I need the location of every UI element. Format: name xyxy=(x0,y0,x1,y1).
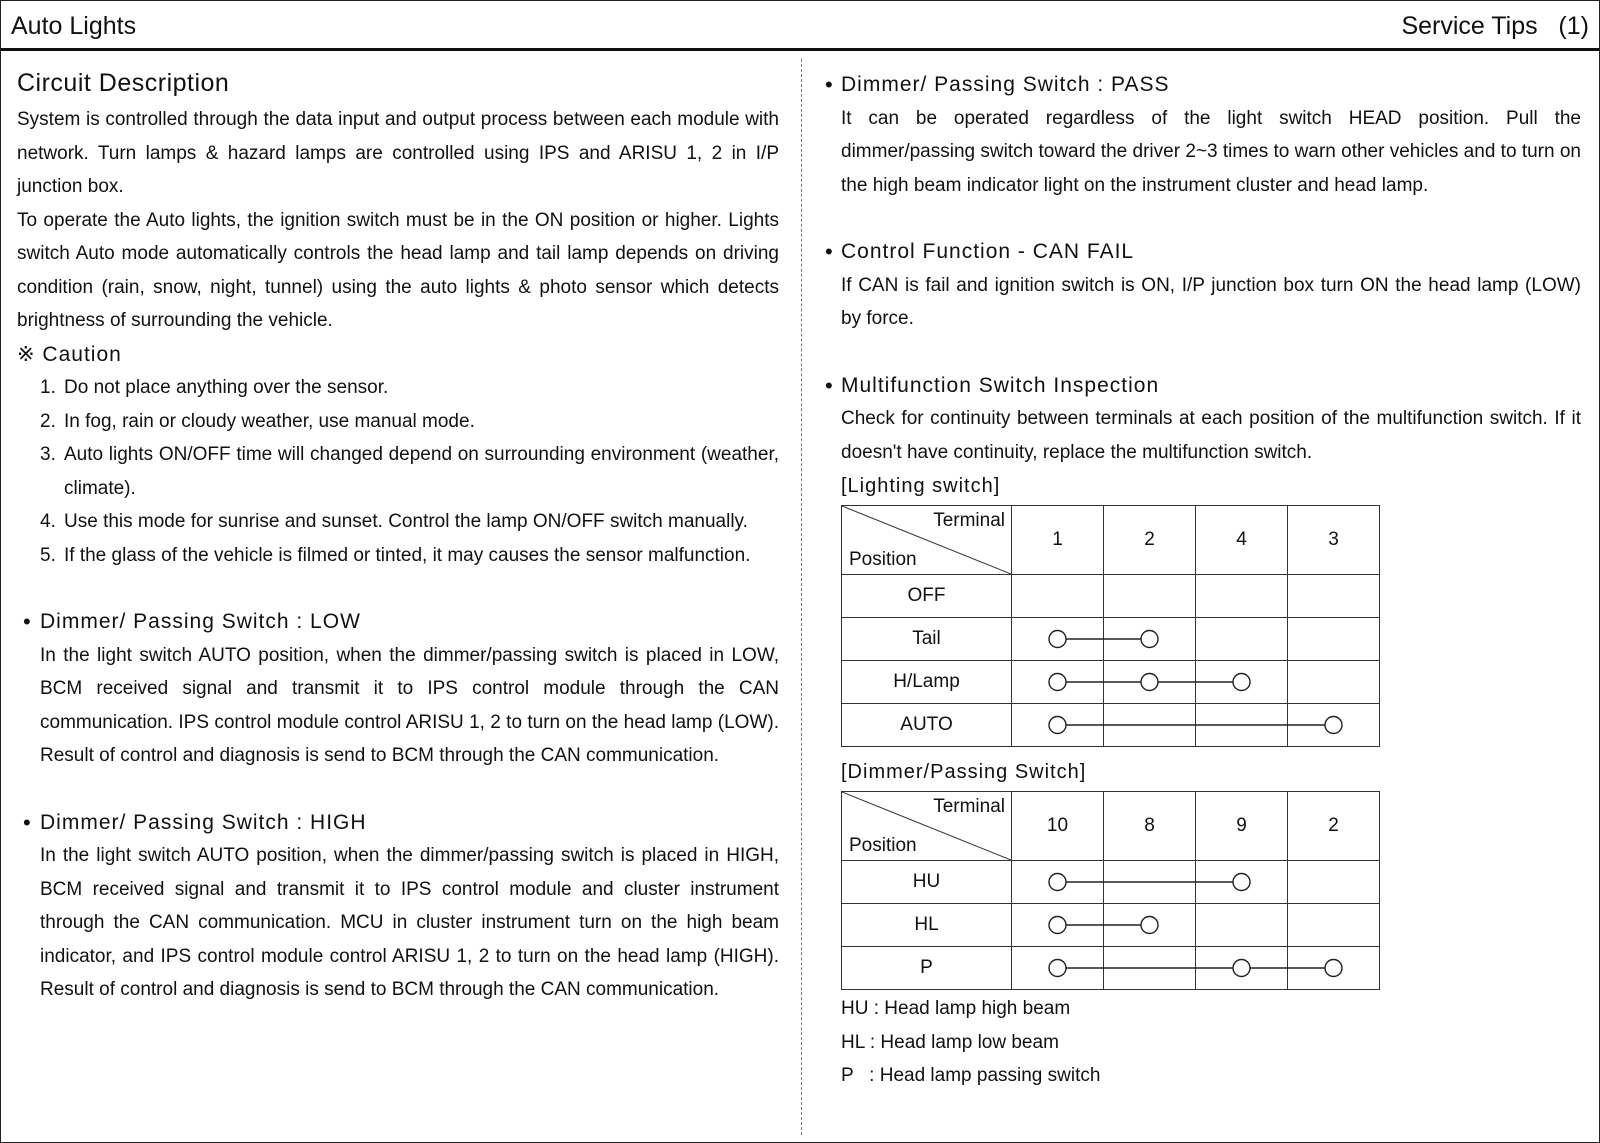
table-row xyxy=(842,947,1380,990)
circuit-description-heading: Circuit Description xyxy=(17,69,230,97)
multifunction-heading: • Multifunction Switch Inspection xyxy=(841,369,1581,403)
terminal-cell xyxy=(1104,861,1196,904)
position-cell: HU xyxy=(842,861,1012,904)
pass-heading: • Dimmer/ Passing Switch : PASS xyxy=(841,68,1581,102)
continuity-terminal-node xyxy=(1049,674,1066,691)
position-label: Position xyxy=(849,835,917,856)
terminal-cell xyxy=(1104,661,1196,704)
lighting-switch-caption: [Lighting switch] xyxy=(841,475,1001,497)
dimmer-switch-caption: [Dimmer/Passing Switch] xyxy=(841,761,1087,783)
caution-item: 5. If the glass of the vehicle is filmed or tinted, it may causes the sensor malfunction. xyxy=(40,544,751,566)
position-cell: HL xyxy=(842,904,1012,947)
table-row xyxy=(842,661,1380,704)
terminal-cell xyxy=(1104,618,1196,661)
bullet-icon: • xyxy=(825,72,834,97)
page-header xyxy=(1,1,1599,51)
continuity-terminal-node xyxy=(1049,874,1066,891)
terminal-label: Terminal xyxy=(933,796,1005,817)
page-title: Auto Lights xyxy=(11,12,137,40)
terminal-header: 2 xyxy=(1288,792,1380,861)
high-description: In the light switch AUTO position, when the dimmer/passing switch is placed in HIGH, BCM received signal and transmit it to IPS control module and cluster instrument through the CAN communication. MCU in cluster instrument turn on the high beam indicator, and IPS control module control ARISU 1, 2 to turn on the head lamp (HIGH). Result of control and diagnosis is send to BCM through the CAN communication. xyxy=(40,845,779,1000)
left-column xyxy=(17,63,779,1007)
terminal-cell xyxy=(1288,947,1380,990)
terminal-cell xyxy=(1288,861,1380,904)
terminal-cell xyxy=(1012,661,1104,704)
terminal-cell xyxy=(1288,904,1380,947)
bullet-icon: • xyxy=(825,372,834,398)
continuity-terminal-node xyxy=(1049,631,1066,648)
terminal-cell xyxy=(1012,947,1104,990)
terminal-header: 3 xyxy=(1288,506,1380,575)
position-cell: OFF xyxy=(842,575,1012,618)
dimmer-switch-table xyxy=(841,791,1380,990)
lighting-switch-table-wrap xyxy=(841,505,1581,747)
caution-item: 2. In fog, rain or cloudy weather, use manual mode. xyxy=(40,410,475,432)
terminal-cell xyxy=(1012,618,1104,661)
caution-heading: ※ Caution xyxy=(17,342,122,366)
terminal-cell xyxy=(1104,575,1196,618)
legend xyxy=(841,992,1581,1093)
legend-item: HU : Head lamp high beam xyxy=(841,998,1071,1019)
caution-list xyxy=(17,371,779,572)
position-cell: P xyxy=(842,947,1012,990)
right-column xyxy=(825,68,1581,1093)
column-divider xyxy=(801,59,802,1135)
terminal-cell xyxy=(1288,661,1380,704)
page-section-label: Service Tips (1) xyxy=(1401,12,1589,40)
low-description: In the light switch AUTO position, when the dimmer/passing switch is placed in LOW, BCM received signal and transmit it to IPS control module through the CAN communication. IPS control module control ARISU 1, 2 to turn on the head lamp (LOW). Result of control and diagnosis is send to BCM through the CAN communication. xyxy=(40,644,779,766)
terminal-header: 1 xyxy=(1012,506,1104,575)
terminal-cell xyxy=(1196,904,1288,947)
table-header-row xyxy=(842,792,1380,861)
circuit-description-para-2: To operate the Auto lights, the ignition switch must be in the ON position or higher. Lights switch Auto mode automatically controls the head lamp and tail lamp depends on driving condition (rain, snow, night, tunnel) using the auto lights & photo sensor which detects brightness of surrounding the vehicle. xyxy=(17,209,779,331)
terminal-cell xyxy=(1196,704,1288,747)
caution-item: 3. Auto lights ON/OFF time will changed depend on surrounding environment (weather, climate). xyxy=(40,444,779,499)
terminal-cell xyxy=(1196,575,1288,618)
table-row xyxy=(842,704,1380,747)
can-fail-heading: • Control Function - CAN FAIL xyxy=(841,235,1581,269)
terminal-cell xyxy=(1288,575,1380,618)
legend-item: P : Head lamp passing switch xyxy=(841,1065,1101,1086)
terminal-cell xyxy=(1196,947,1288,990)
terminal-header: 4 xyxy=(1196,506,1288,575)
terminal-cell xyxy=(1104,904,1196,947)
caution-item: 1. Do not place anything over the sensor. xyxy=(40,377,389,398)
terminal-cell xyxy=(1012,575,1104,618)
terminal-header: 8 xyxy=(1104,792,1196,861)
caution-item: 4. Use this mode for sunrise and sunset. Control the lamp ON/OFF switch manually. xyxy=(40,511,748,532)
can-fail-description: If CAN is fail and ignition switch is ON, I/P junction box turn ON the head lamp (LOW) by force. xyxy=(841,274,1581,329)
terminal-cell xyxy=(1196,661,1288,704)
low-heading: • Dimmer/ Passing Switch : LOW xyxy=(40,605,779,639)
high-heading: • Dimmer/ Passing Switch : HIGH xyxy=(40,806,779,840)
continuity-terminal-node xyxy=(1049,960,1066,977)
dimmer-switch-table-wrap xyxy=(841,791,1581,990)
lighting-switch-table xyxy=(841,505,1380,747)
table-row xyxy=(842,618,1380,661)
table-corner-cell xyxy=(842,792,1012,861)
terminal-cell xyxy=(1196,618,1288,661)
position-cell: H/Lamp xyxy=(842,661,1012,704)
circuit-description-para-1: System is controlled through the data input and output process between each module with network. Turn lamps & hazard lamps are controlled using IPS and ARISU 1, 2 in I/P junction box. xyxy=(17,109,779,197)
pass-description: It can be operated regardless of the light switch HEAD position. Pull the dimmer/passing switch toward the driver 2~3 times to warn other vehicles and to turn on the high beam indicator light on the instrument cluster and head lamp. xyxy=(841,107,1581,196)
table-row xyxy=(842,861,1380,904)
terminal-cell xyxy=(1196,861,1288,904)
table-row xyxy=(842,575,1380,618)
terminal-cell xyxy=(1012,861,1104,904)
terminal-cell xyxy=(1012,704,1104,747)
position-cell: Tail xyxy=(842,618,1012,661)
terminal-header: 10 xyxy=(1012,792,1104,861)
bullet-icon: • xyxy=(23,809,32,835)
position-label: Position xyxy=(849,549,917,570)
continuity-terminal-node xyxy=(1049,917,1066,934)
legend-item: HL : Head lamp low beam xyxy=(841,1031,1059,1053)
terminal-cell xyxy=(1104,704,1196,747)
terminal-cell xyxy=(1288,618,1380,661)
table-row xyxy=(842,904,1380,947)
continuity-terminal-node xyxy=(1049,717,1066,734)
terminal-header: 2 xyxy=(1104,506,1196,575)
multifunction-description: Check for continuity between terminals at each position of the multifunction switch. If it doesn't have continuity, replace the multifunction switch. xyxy=(841,408,1581,463)
bullet-icon: • xyxy=(23,609,32,634)
terminal-header: 9 xyxy=(1196,792,1288,861)
terminal-cell xyxy=(1012,904,1104,947)
position-cell: AUTO xyxy=(842,704,1012,747)
bullet-icon: • xyxy=(825,239,834,264)
terminal-cell xyxy=(1288,704,1380,747)
table-corner-cell xyxy=(842,506,1012,575)
table-header-row xyxy=(842,506,1380,575)
terminal-label: Terminal xyxy=(933,510,1005,531)
terminal-cell xyxy=(1104,947,1196,990)
